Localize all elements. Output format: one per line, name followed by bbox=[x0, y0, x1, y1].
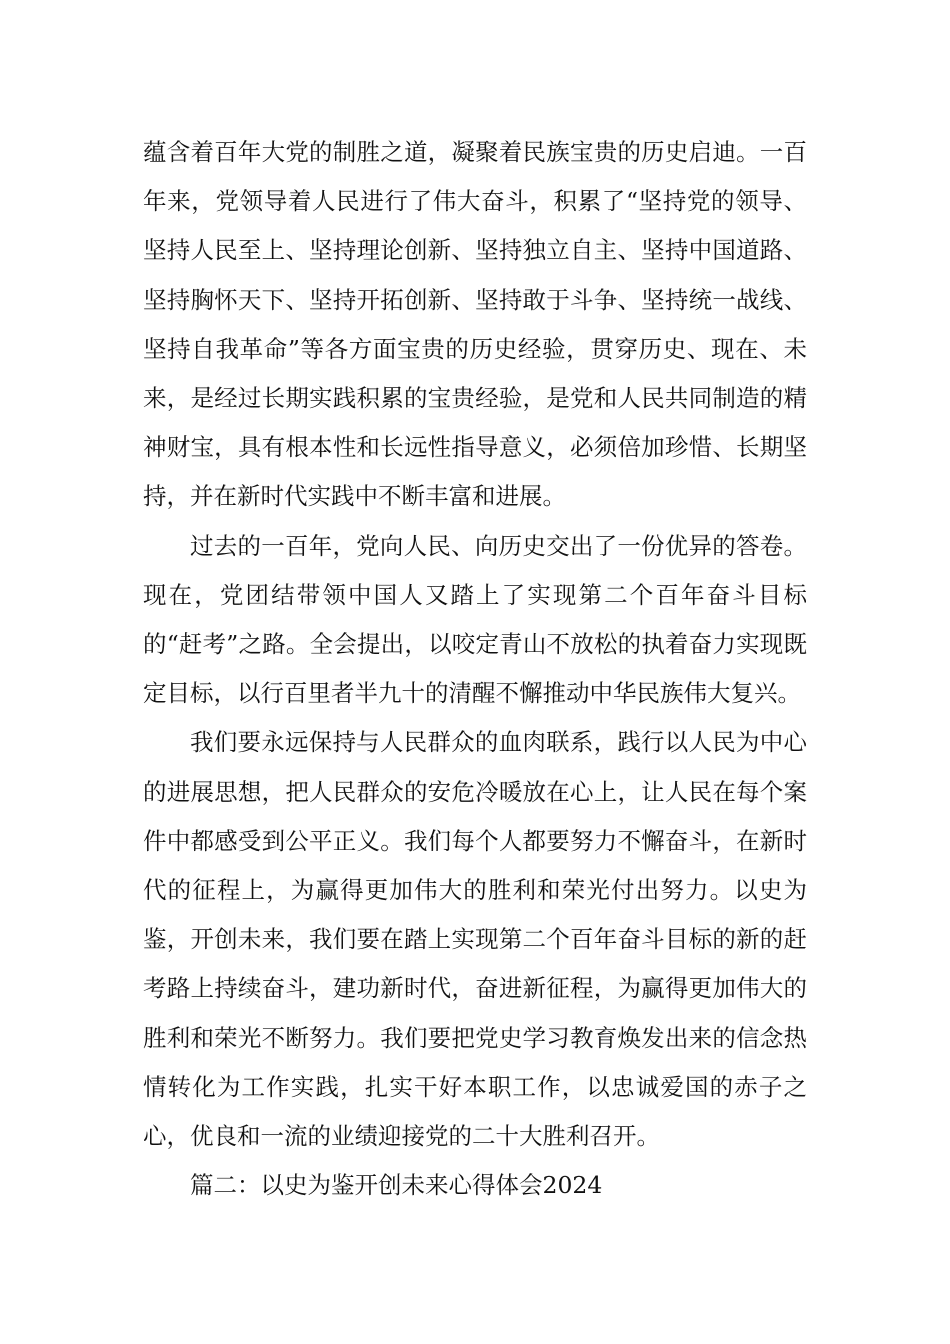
paragraph: 我们要永远保持与人民群众的血肉联系，践行以人民为中心的进展思想，把人民群众的安危冷暖放在心上，让人民在每个案件中都感受到公平正义。我们每个人都要努力不懈奋斗，在新时代的征程上，为赢得更加伟大的胜利和荣光付出努力。以史为鉴，开创未来，我们要在踏上实现第二个百年奋斗目标的新的赶考路上持续奋斗，建功新时代，奋进新征程，为赢得更加伟大的胜利和荣光不断努力。我们要把党史学习教育焕发出来的信念热情转化为工作实践，扎实干好本职工作，以忠诚爱国的赤子之心，优良和一流的业绩迎接党的二十大胜利召开。 bbox=[143, 728, 807, 1151]
paragraph: 过去的一百年，党向人民、向历史交出了一份优异的答卷。现在，党团结带领中国人又踏上了实现第二个百年奋斗目标的“赶考”之路。全会提出，以咬定青山不放松的执着奋力实现既定目标，以行百里者半九十的清醒不懈推动中华民族伟大复兴。 bbox=[143, 531, 807, 708]
paragraph-continuation: 蕴含着百年大党的制胜之道，凝聚着民族宝贵的历史启迪。一百年来，党领导着人民进行了伟大奋斗，积累了“坚持党的领导、坚持人民至上、坚持理论创新、坚持独立自主、坚持中国道路、坚持胸怀天下、坚持开拓创新、坚持敢于斗争、坚持统一战线、坚持自我革命”等各方面宝贵的历史经验，贯穿历史、现在、未来，是经过长期实践积累的宝贵经验，是党和人民共同制造的精神财宝，具有根本性和长远性指导意义，必须倍加珍惜、长期坚持，并在新时代实践中不断丰富和进展。 bbox=[143, 138, 807, 511]
section-heading: 篇二：以史为鉴开创未来心得体会2024 bbox=[190, 1171, 603, 1200]
document-body bbox=[143, 128, 807, 1210]
